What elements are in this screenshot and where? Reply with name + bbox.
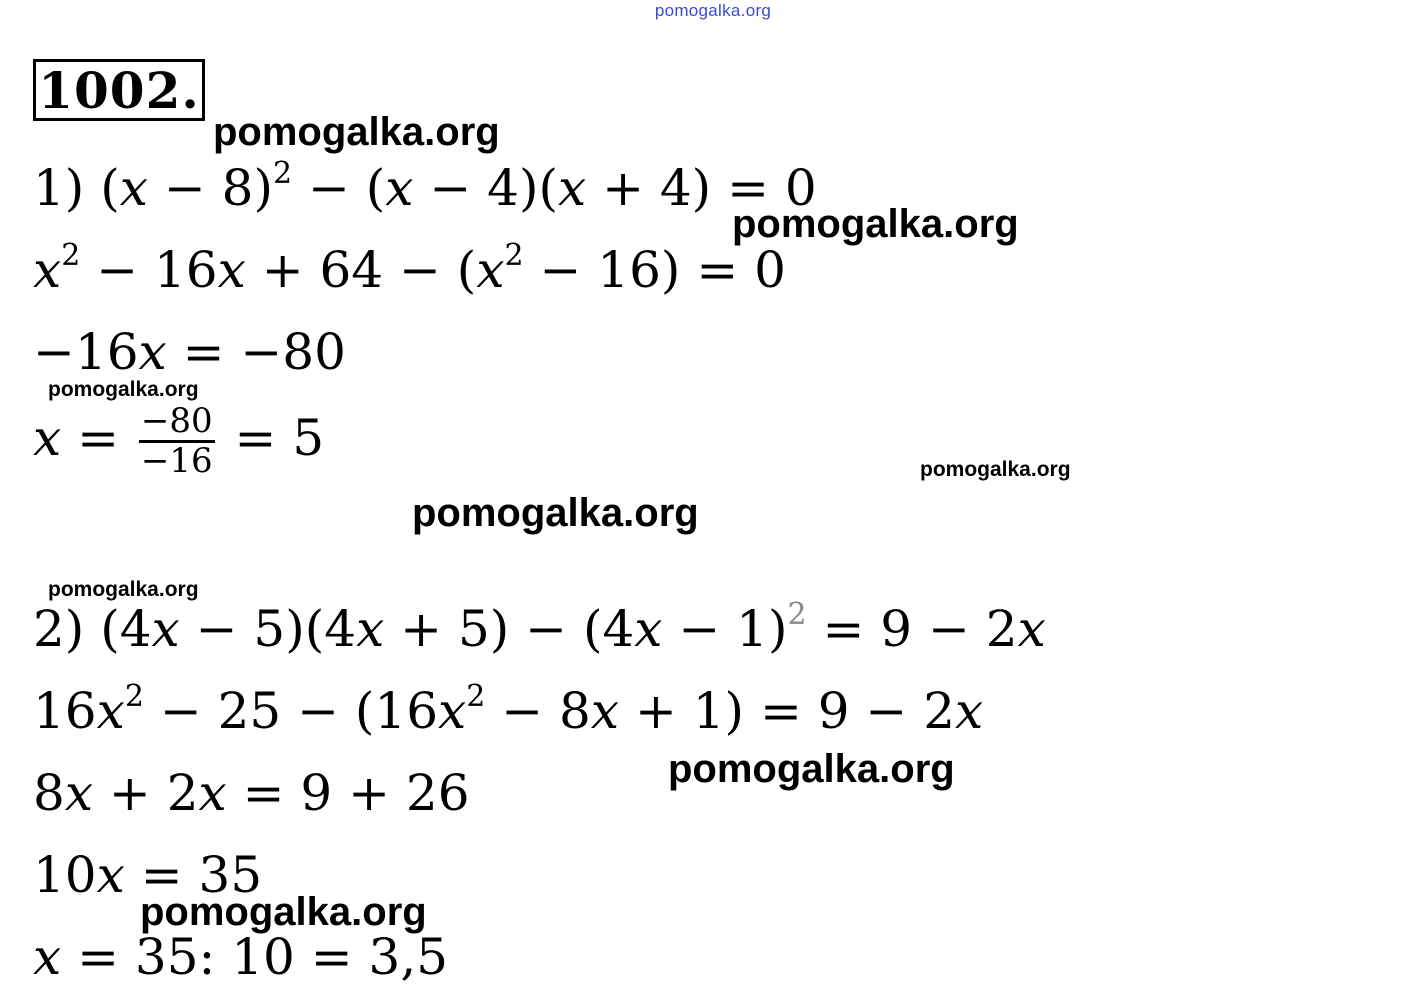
top-watermark: pomogalka.org [654, 1, 772, 20]
equation-line [33, 764, 470, 822]
part-label: 2) [33, 600, 85, 658]
watermark: pomogalka.org [140, 890, 427, 934]
equation-line [33, 238, 786, 299]
variable: x [476, 241, 505, 299]
variable: x [955, 682, 984, 740]
variable: x [151, 600, 180, 658]
equation-line [33, 156, 817, 217]
equation-line [33, 679, 984, 740]
expr: − 5)(4 [179, 600, 357, 658]
watermark: pomogalka.org [668, 747, 955, 791]
expr: = 35: 10 = 3,5 [61, 928, 449, 986]
problem-number-box [33, 59, 205, 121]
fraction [139, 403, 215, 481]
expr: = 9 + 26 [226, 764, 470, 822]
variable: x [590, 682, 620, 740]
expr: + 64 − ( [245, 241, 477, 299]
watermark: pomogalka.org [412, 491, 699, 535]
expr: + 2 [93, 764, 199, 822]
exponent: 2 [124, 679, 144, 714]
expr: − 25 − (16 [143, 682, 439, 740]
expr: = 9 − 2 [806, 600, 1018, 658]
expr: − 4)( [413, 159, 558, 217]
equation-line [33, 323, 346, 381]
variable: x [634, 600, 663, 658]
variable: x [438, 682, 467, 740]
exponent: 2 [504, 238, 524, 273]
equation-line [33, 846, 263, 904]
fraction-numerator: −80 [139, 403, 215, 443]
watermark: pomogalka.org [732, 202, 1019, 246]
exponent: 2 [466, 679, 486, 714]
expr: − 1) [662, 600, 788, 658]
variable: x [96, 682, 125, 740]
expr: = 35 [124, 846, 263, 904]
expr: + 5) − (4 [384, 600, 635, 658]
variable: x [33, 928, 62, 986]
expr: + 1) = 9 − 2 [619, 682, 956, 740]
variable: x [119, 159, 148, 217]
equation-line [33, 403, 324, 481]
expr: = [61, 408, 135, 467]
expr: ( [100, 159, 120, 217]
expr: − 16 [80, 241, 218, 299]
exponent: 2 [61, 238, 81, 273]
watermark: pomogalka.org [48, 378, 199, 401]
variable: x [64, 764, 94, 822]
equation-line [33, 928, 449, 986]
variable: x [138, 323, 167, 381]
expr: − ( [292, 159, 386, 217]
variable: x [356, 600, 385, 658]
part-label: 1) [33, 159, 85, 217]
expr: − 8 [485, 682, 591, 740]
expr: 8 [33, 764, 65, 822]
watermark: pomogalka.org [213, 110, 500, 154]
variable: x [96, 846, 125, 904]
variable: x [33, 241, 62, 299]
variable: x [198, 764, 227, 822]
watermark: pomogalka.org [48, 578, 199, 601]
variable: x [33, 408, 62, 467]
variable: x [1017, 600, 1046, 658]
expr: − 16) = 0 [523, 241, 786, 299]
variable: x [557, 159, 587, 217]
expr: 10 [33, 846, 97, 904]
expr: −16 [33, 323, 139, 381]
problem-number: 1002. [38, 60, 200, 120]
equation-line [33, 597, 1046, 658]
expr: (4 [84, 600, 152, 658]
expr: + 4) = 0 [586, 159, 817, 217]
expr: = 5 [218, 408, 325, 467]
watermark: pomogalka.org [920, 458, 1071, 481]
expr: 16 [33, 682, 97, 740]
exponent: 2 [272, 156, 293, 191]
fraction-denominator: −16 [140, 441, 213, 482]
expr: − 8) [147, 159, 273, 217]
variable: x [385, 159, 414, 217]
exponent: 2 [787, 597, 807, 632]
expr: = −80 [166, 323, 346, 381]
variable: x [217, 241, 246, 299]
